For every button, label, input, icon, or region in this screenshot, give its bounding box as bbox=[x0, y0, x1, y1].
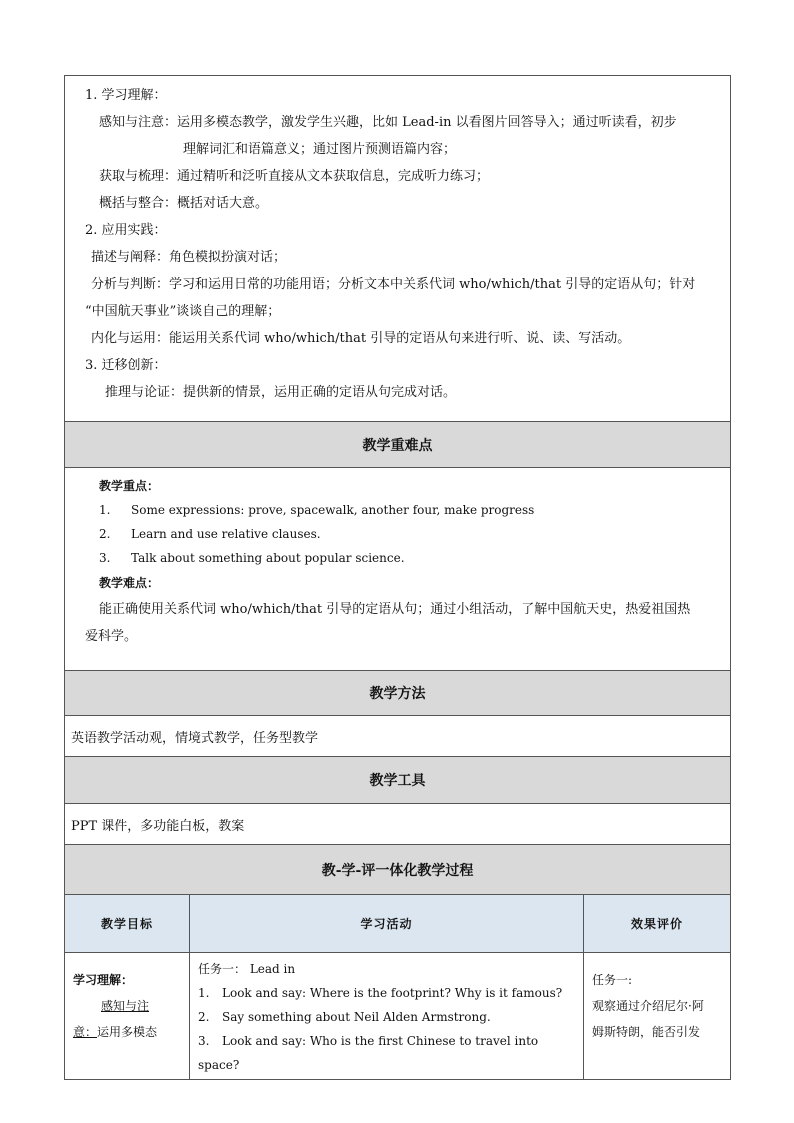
objective-text: 角色模拟扮演对话； bbox=[169, 250, 287, 265]
heading-learning-understanding: 1. 学习理解： bbox=[85, 88, 167, 103]
objective-text: 提供新的情景，运用正确的定语从句完成对话。 bbox=[183, 385, 457, 400]
objective-text: 通过精听和泛听直接从文本获取信息，完成听力练习； bbox=[177, 169, 490, 184]
focus-label: 教学重点： bbox=[99, 479, 160, 493]
methods-text: 英语教学活动观，情境式教学，任务型教学 bbox=[65, 716, 731, 757]
tools-header: 教学工具 bbox=[65, 757, 731, 804]
difficulty-text-cont: 爱科学。 bbox=[85, 629, 138, 644]
objective-text: 学习和运用日常的功能用语；分析文本中关系代词 who/which/that 引导的定语从句；针对 bbox=[169, 277, 696, 292]
item-text: Some expressions: prove, spacewalk, another four, make progress bbox=[131, 503, 535, 517]
goal-line: 感知与注 bbox=[101, 999, 150, 1013]
activity-item bbox=[190, 1005, 583, 1029]
goal-line-rest: 运用多模态 bbox=[97, 1025, 158, 1039]
difficulty-label: 教学难点： bbox=[99, 576, 160, 590]
goal-line bbox=[65, 1019, 189, 1045]
activity-item bbox=[190, 1029, 583, 1072]
tools-text: PPT 课件，多功能白板，教案 bbox=[65, 804, 731, 845]
tools-row bbox=[65, 804, 731, 845]
objective-perception bbox=[65, 109, 730, 136]
item-number: 1. bbox=[198, 986, 210, 1000]
tools-header-row bbox=[65, 757, 731, 804]
eval-line: 观察通过介绍尼尔·阿 bbox=[592, 999, 704, 1013]
objective-text: 运用多模态教学，激发学生兴趣，比如 Lead-in 以看图片回答导入；通过听读看，初步 bbox=[177, 115, 677, 130]
item-text: Talk about something about popular science. bbox=[131, 551, 405, 565]
item-number: 3. bbox=[198, 1034, 210, 1048]
key-points-row bbox=[65, 468, 731, 671]
objective-summarize bbox=[65, 190, 730, 217]
goal-line-underlined: 意： bbox=[73, 1025, 98, 1039]
activity-cell bbox=[190, 953, 584, 1080]
lesson-plan-table bbox=[64, 75, 731, 1080]
process-columns-row bbox=[65, 895, 731, 953]
heading-application: 2. 应用实践： bbox=[85, 223, 167, 238]
methods-header-row bbox=[65, 671, 731, 716]
methods-header: 教学方法 bbox=[65, 671, 731, 716]
evaluation-cell bbox=[584, 953, 731, 1080]
objective-acquire bbox=[65, 163, 730, 190]
task-title: 任务一： Lead in bbox=[198, 962, 296, 976]
objective-label: 描述与阐释： bbox=[91, 250, 170, 265]
key-points-header-row bbox=[65, 422, 731, 468]
item-number: 2. bbox=[198, 1010, 210, 1024]
eval-line: 姆斯特朗，能否引发 bbox=[592, 1025, 701, 1039]
process-task-row bbox=[65, 953, 731, 1080]
objective-label: 概括与整合： bbox=[99, 196, 178, 211]
col-learning-activity: 学习活动 bbox=[190, 895, 584, 953]
objective-analyze bbox=[65, 271, 730, 298]
objectives-cell bbox=[65, 76, 731, 422]
item-number: 1. bbox=[99, 503, 111, 517]
methods-row bbox=[65, 716, 731, 757]
objective-analyze-cont: “中国航天事业”谈谈自己的理解； bbox=[85, 304, 281, 319]
objective-perception-cont: 理解词汇和语篇意义；通过图片预测语篇内容； bbox=[183, 142, 457, 157]
heading-transfer: 3. 迁移创新： bbox=[85, 358, 167, 373]
objective-describe bbox=[65, 244, 730, 271]
col-teaching-goal: 教学目标 bbox=[65, 895, 190, 953]
difficulty-text: 能正确使用关系代词 who/which/that 引导的定语从句；通过小组活动，了解中国航天史，热爱祖国热 bbox=[99, 602, 691, 617]
key-points-header: 教学重难点 bbox=[65, 422, 731, 468]
objective-text: 能运用关系代词 who/which/that 引导的定语从句来进行听、说、读、写活动。 bbox=[169, 331, 631, 346]
lesson-plan-page bbox=[64, 75, 730, 1080]
col-effect-evaluation: 效果评价 bbox=[584, 895, 731, 953]
item-text: Look and say: Who is the first Chinese to travel into space? bbox=[198, 1034, 539, 1072]
objective-reasoning bbox=[65, 379, 730, 406]
process-header: 教-学-评一体化教学过程 bbox=[65, 845, 731, 895]
objectives-row bbox=[65, 76, 731, 422]
objective-internalize bbox=[65, 325, 730, 352]
goal-title: 学习理解： bbox=[73, 973, 134, 987]
key-points-cell bbox=[65, 468, 731, 671]
objective-text: 概括对话大意。 bbox=[177, 196, 269, 211]
objective-label: 感知与注意： bbox=[99, 115, 178, 130]
eval-title: 任务一: bbox=[592, 973, 633, 987]
item-text: Learn and use relative clauses. bbox=[131, 527, 321, 541]
item-number: 2. bbox=[99, 527, 111, 541]
objective-label: 推理与论证： bbox=[105, 385, 184, 400]
focus-item bbox=[65, 498, 730, 522]
focus-item bbox=[65, 522, 730, 546]
objective-label: 内化与运用： bbox=[91, 331, 170, 346]
focus-item bbox=[65, 546, 730, 570]
activity-item bbox=[190, 981, 583, 1005]
goal-cell bbox=[65, 953, 190, 1080]
process-header-row bbox=[65, 845, 731, 895]
item-number: 3. bbox=[99, 551, 111, 565]
objective-label: 获取与梳理： bbox=[99, 169, 178, 184]
item-text: Say something about Neil Alden Armstrong. bbox=[222, 1010, 491, 1024]
objective-label: 分析与判断： bbox=[91, 277, 170, 292]
item-text: Look and say: Where is the footprint? Why is it famous? bbox=[222, 986, 563, 1000]
